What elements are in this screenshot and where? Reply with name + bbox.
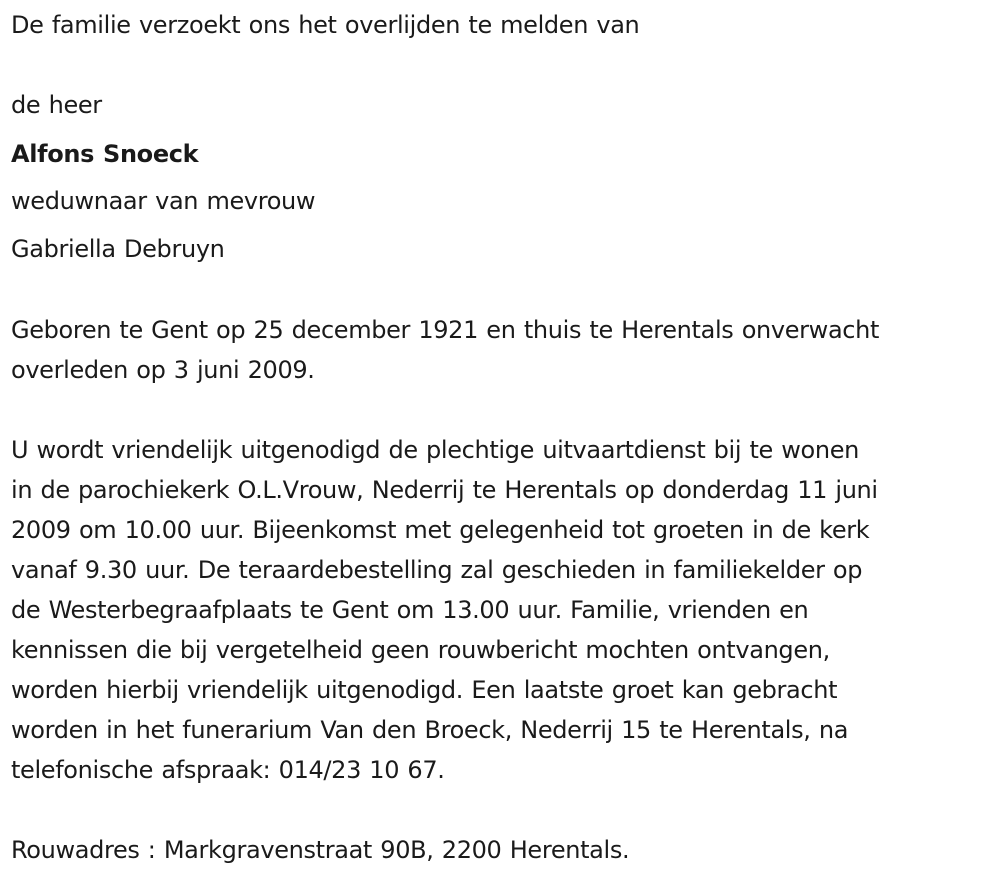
paragraph-line: de Westerbegraafplaats te Gent om 13.00 uur. Familie, vrienden en — [11, 596, 809, 624]
paragraph-line: telefonische afspraak: 014/23 10 67. — [11, 756, 445, 784]
paragraph-line: Geboren te Gent op 25 december 1921 en thuis te Herentals onverwacht — [11, 316, 880, 344]
paragraph-line: 2009 om 10.00 uur. Bijeenkomst met gelegenheid tot groeten in de kerk — [11, 516, 870, 544]
spouse-name: Gabriella Debruyn — [11, 235, 225, 263]
paragraph-line: in de parochiekerk O.L.Vrouw, Nederrij te Herentals op donderdag 11 juni — [11, 476, 878, 504]
intro-text: De familie verzoekt ons het overlijden te melden van — [11, 11, 640, 39]
deceased-name: Alfons Snoeck — [11, 140, 199, 168]
paragraph-line: U wordt vriendelijk uitgenodigd de plechtige uitvaartdienst bij te wonen — [11, 436, 859, 464]
mourning-address: Rouwadres : Markgravenstraat 90B, 2200 Herentals. — [11, 836, 630, 864]
honorific: de heer — [11, 91, 102, 119]
birth-death-paragraph — [11, 310, 879, 390]
paragraph-line: kennissen die bij vergetelheid geen rouwbericht mochten ontvangen, — [11, 636, 830, 664]
funeral-service-paragraph — [11, 430, 878, 790]
paragraph-line: overleden op 3 juni 2009. — [11, 356, 315, 384]
paragraph-line: vanaf 9.30 uur. De teraardebestelling zal geschieden in familiekelder op — [11, 556, 863, 584]
paragraph-line: worden in het funerarium Van den Broeck, Nederrij 15 te Herentals, na — [11, 716, 849, 744]
widow-of-text: weduwnaar van mevrouw — [11, 187, 316, 215]
paragraph-line: worden hierbij vriendelijk uitgenodigd. Een laatste groet kan gebracht — [11, 676, 838, 704]
